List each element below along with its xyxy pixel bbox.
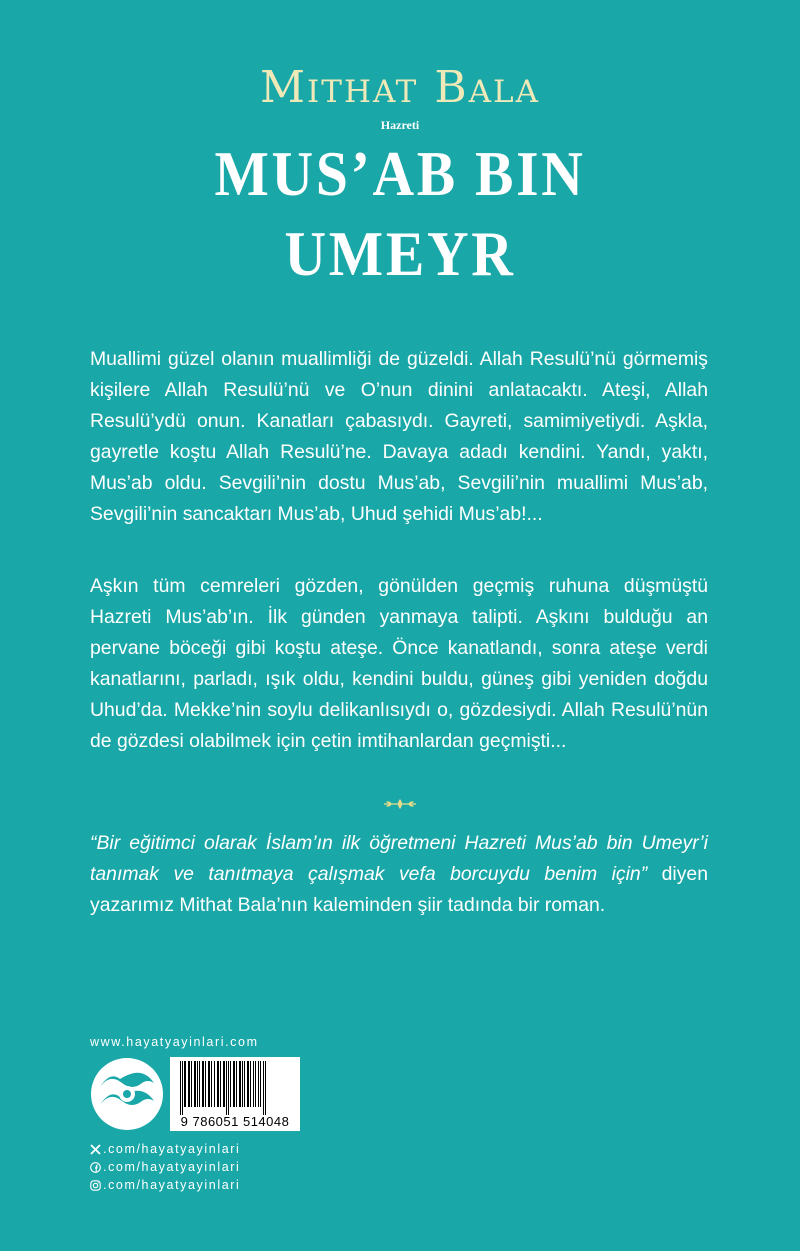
barcode-bars [170, 1057, 300, 1117]
barcode-bar [250, 1061, 251, 1107]
barcode-bar [208, 1061, 210, 1107]
social-x-handle: .com/hayatyayinlari [103, 1142, 241, 1156]
barcode-bar [182, 1061, 183, 1115]
barcode-bar [260, 1061, 261, 1107]
book-title-line1: MUS’AB BIN [214, 138, 586, 209]
barcode-bar [205, 1061, 206, 1107]
blurb-paragraph-2: Aşkın tüm cemreleri gözden, gönülden geçmiş ruhuna düşmüştü Hazreti Mus’ab’ın. İlk günden yanmaya talipti. Aşkını bulduğu an pervane böceği gibi koştu ateşe. Önce kanatlandı, sonra ateşe verdi kanatlarını, parladı, ışık oldu, kendini buldu, güneş gibi yeniden doğdu Uhud’da. Mekke’nin soylu delikanlısıydı o, gözdesiydi. Allah Resulü’nün de gözdesi olabilmek için çetin imtihanlardan geçmişti... [90, 575, 708, 752]
barcode-bar [239, 1061, 241, 1107]
barcode-bar [247, 1061, 249, 1107]
author-quote: “Bir eğitimci olarak İslam’ın ilk öğretmeni Hazreti Mus’ab bin Umeyr’i tanımak ve tanıtmaya çalışmak vefa borcuydu benim için” [90, 832, 708, 885]
barcode-bar [217, 1061, 219, 1107]
social-instagram[interactable] [90, 1178, 240, 1192]
barcode-bar [197, 1061, 198, 1107]
barcode-bar [228, 1061, 229, 1115]
barcode-bar [184, 1061, 186, 1107]
book-title-line2: UMEYR [284, 218, 516, 289]
barcode-bar [230, 1061, 231, 1107]
barcode-bar [214, 1061, 215, 1107]
social-facebook[interactable] [90, 1160, 240, 1174]
barcode-bar [199, 1061, 200, 1107]
barcode-bar [202, 1061, 204, 1107]
social-facebook-handle: .com/hayatyayinlari [103, 1160, 241, 1174]
author-quote-paragraph [90, 828, 708, 921]
publisher-logo-icon [90, 1057, 164, 1131]
barcode-bar [220, 1061, 221, 1107]
barcode-bar [194, 1061, 196, 1107]
publisher-website: www.hayatyayinlari.com [90, 1035, 259, 1049]
barcode-bar [191, 1061, 192, 1107]
barcode-bar [253, 1061, 254, 1107]
barcode-bar [242, 1061, 243, 1107]
social-instagram-handle: .com/hayatyayinlari [103, 1178, 241, 1192]
barcode-bar [211, 1061, 212, 1107]
blurb-paragraph-1: Muallimi güzel olanın muallimliği de güzeldi. Allah Resulü’nü görmemiş kişilere Allah Resulü’nü ve O’nun dinini anlatacaktı. Ateşi, Allah Resulü’ydü onun. Kanatları çabasıydı. Gayreti, samimiyetiydi. Aşkla, gayretle koştu Allah Resulü’ne. Davaya adadı kendini. Yandı, yaktı, Mus’ab oldu. Sevgili’nin dostu Mus’ab, Sevgili’nin muallimi Mus’ab, Sevgili’nin sancaktarı Mus’ab, Uhud şehidi Mus’ab!... [90, 348, 708, 525]
barcode-bar [188, 1061, 190, 1107]
x-icon [90, 1144, 101, 1155]
barcode-bar [233, 1061, 235, 1107]
isbn-number: 9 786051 514048 [180, 1114, 290, 1129]
book-title [40, 134, 760, 294]
barcode-bar [236, 1061, 237, 1107]
ornament-divider-icon [382, 796, 418, 812]
barcode-bar [180, 1061, 181, 1115]
quote-tail: diyen yazarımız Mithat Bala’nın kaleminden şiir tadında bir roman. [90, 863, 708, 916]
barcode-bar [244, 1061, 245, 1107]
title-prefix: Hazreti [380, 118, 420, 132]
facebook-icon [90, 1162, 101, 1173]
barcode-bar [265, 1061, 266, 1115]
barcode-bar [258, 1061, 259, 1107]
social-x[interactable] [90, 1142, 240, 1156]
barcode-bar [226, 1061, 227, 1115]
instagram-icon [90, 1180, 101, 1191]
barcode-bar [255, 1061, 256, 1107]
barcode-bar [223, 1061, 225, 1107]
barcode-bar [263, 1061, 264, 1115]
author-name: Mithat Bala [259, 62, 541, 113]
barcode [170, 1057, 300, 1131]
